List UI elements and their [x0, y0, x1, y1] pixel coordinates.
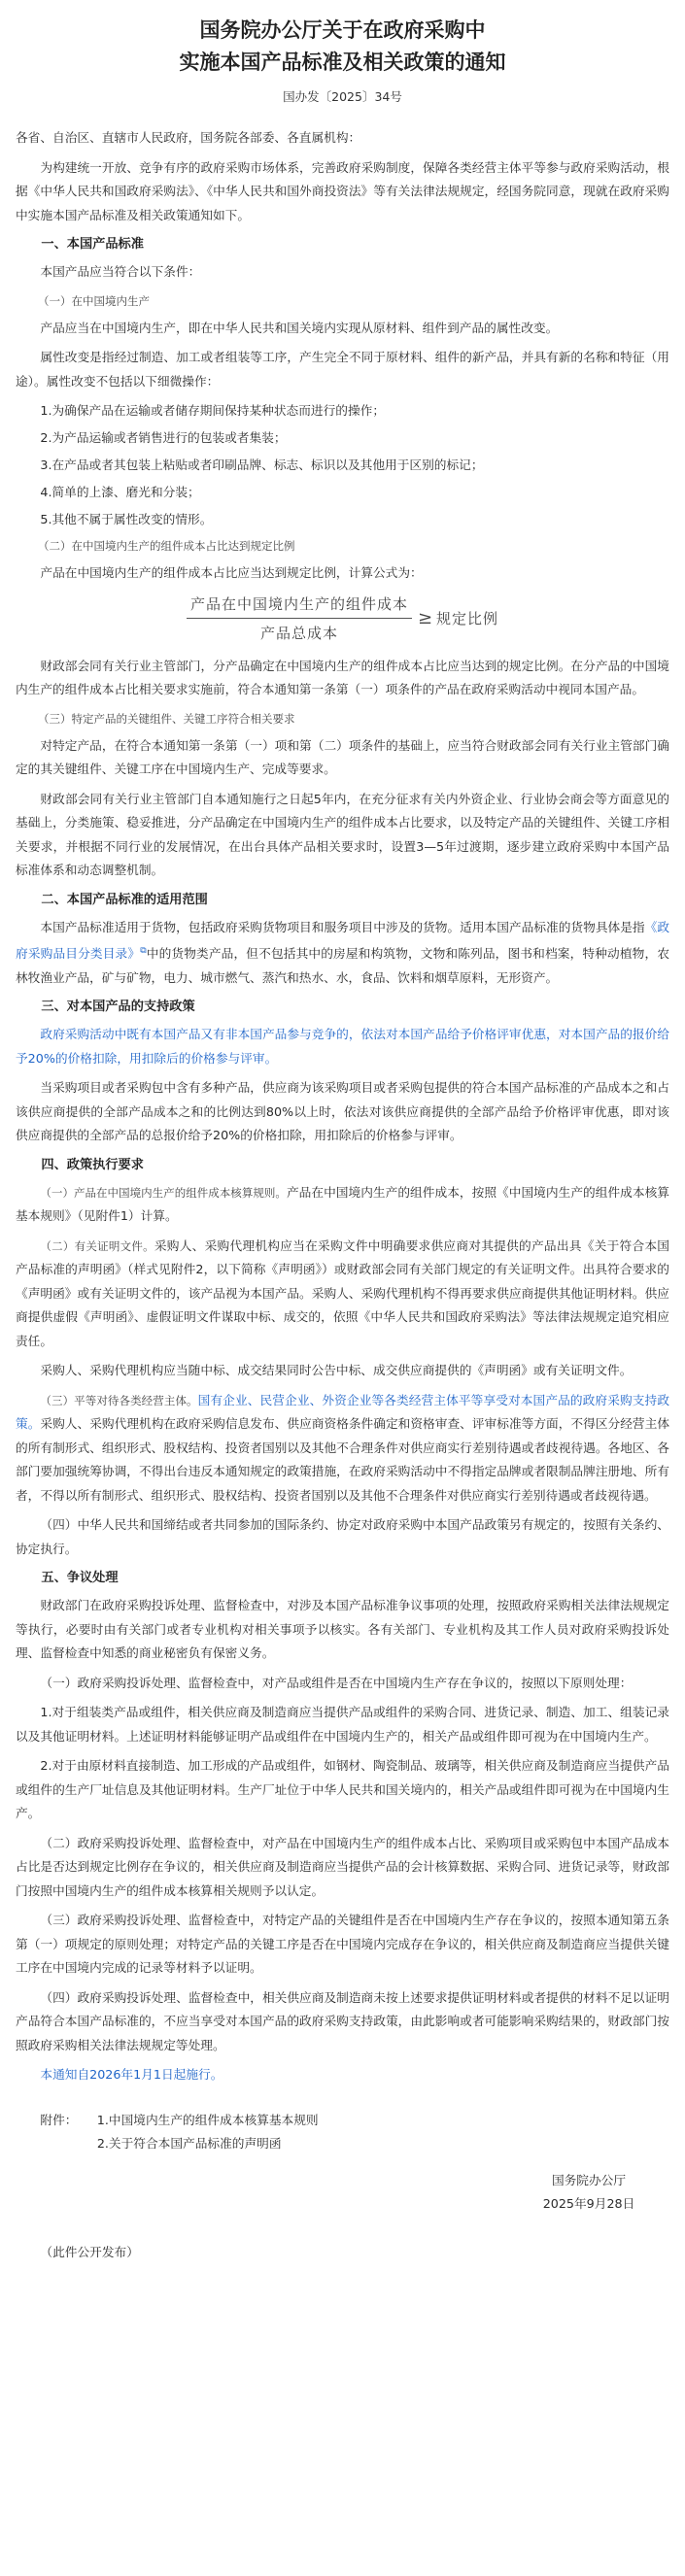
section-3-highlight: 政府采购活动中既有本国产品又有非本国产品参与竞争的，依法对本国产品给予价格评审优惠，对本国产品的报价给予20%的价格扣除，用扣除后的价格参与评审。 — [16, 1027, 669, 1066]
external-link-icon: ⧉ — [140, 946, 147, 956]
formula-numerator: 产品在中国境内生产的组件成本 — [189, 594, 408, 613]
section-4-paragraph: （四）中华人民共和国缔结或者共同参加的国际条约、协定对政府采购中本国产品政策另有规定的，按照有关条约、协定执行。 — [16, 1517, 669, 1556]
section-4-paragraph-1 — [16, 1181, 669, 1229]
list-item: 3.在产品或者其包装上粘贴或者印刷品牌、标志、标识以及其他用于区别的标记； — [40, 458, 484, 472]
section-5-paragraph: （三）政府采购投诉处理、监督检查中，对特定产品的关键组件是否在中国境内生产存在争议的，按照本通知第五条第（一）项规定的原则处理；对特定产品的关键工序是否在中国境内完成存在争议的，相关供应商及制造商应当提供关键工序在中国境内完成的记录等材料予以证明。 — [16, 1913, 669, 1976]
attachment-item-2: 2.关于符合本国产品标准的声明函 — [96, 2135, 282, 2151]
title-line-1: 国务院办公厅关于在政府采购中 — [199, 17, 486, 42]
issue-date: 2025年9月28日 — [542, 2195, 635, 2211]
addressee: 各省、自治区、直辖市人民政府，国务院各部委、各直属机构： — [16, 130, 361, 145]
publication-note: （此件公开发布） — [40, 2244, 139, 2259]
section-2-text-after: 中的货物类产品，但不包括其中的房屋和构筑物，文物和陈列品，图书和档案，特种动植物，农林牧渔业产品，矿与矿物，电力、城市燃气、蒸汽和热水、水，食品、饮料和烟草原料，无形资产。 — [16, 946, 669, 985]
section-1-paragraph: 属性改变是指经过制造、加工或者组装等工序，产生完全不同于原材料、组件的新产品，并具有新的名称和特征（用途）。属性改变不包括以下细微操作： — [16, 350, 669, 389]
section-4-highlight: 国有企业、民营企业、外资企业等各类经营主体平等享受对本国产品的政府采购支持政策。 — [16, 1392, 670, 1432]
section-1-heading: 一、本国产品标准 — [41, 237, 144, 252]
section-5-paragraph: 财政部门在政府采购投诉处理、监督检查中，对涉及本国产品标准争议事项的处理，按照政府采购相关法律法规规定等执行，必要时由有关部门或者专业机构对相关事项予以核实。各有关部门、专业机构及其工作人员对政府采购投诉处理、监督检查中知悉的商业秘密负有保密义务。 — [16, 1598, 669, 1661]
signature-block — [521, 2169, 657, 2216]
section-4-paragraph-3 — [16, 1389, 669, 1508]
section-2-paragraph — [16, 916, 669, 991]
document-title — [16, 14, 669, 78]
section-4-sub-3: （三）平等对待各类经营主体。 — [40, 1393, 198, 1407]
section-5-paragraph: 2.对于由原材料直接制造、加工形成的产品或组件，如钢材、陶瓷制品、玻璃等，相关供应商及制造商应当提供产品或组件的生产厂址信息及其他证明材料。生产厂址位于中华人民共和国关境内的，相关产品或组件即可视为在中国境内生产。 — [16, 1758, 669, 1821]
section-3-heading: 三、对本国产品的支持政策 — [41, 1000, 195, 1015]
section-1-sub-2: （二）在中国境内生产的组件成本占比达到规定比例 — [38, 539, 295, 553]
section-4-sub-2: （二）有关证明文件。 — [40, 1238, 154, 1253]
formula-operator: ≥ — [417, 607, 433, 628]
formula-rhs: 规定比例 — [436, 609, 499, 627]
section-4-text: 产品在中国境内生产的组件成本，按照《中国境内生产的组件成本核算基本规则》（见附件1）计算。 — [16, 1184, 669, 1224]
section-3-paragraph: 当采购项目或者采购包中含有多种产品，供应商为该采购项目或者采购包提供的符合本国产品标准的产品成本之和占该供应商提供的全部产品成本之和的比例达到80%以上时，依法对该供应商提供的全部产品给予价格评审优惠，即对该供应商提供的全部产品的总报价给予20%的价格扣除，用扣除后的价格参与评审。 — [16, 1080, 669, 1143]
intro-paragraph: 为构建统一开放、竞争有序的政府采购市场体系，完善政府采购制度，保障各类经营主体平等参与政府采购活动，根据《中华人民共和国政府采购法》、《中华人民共和国外商投资法》等有关法律法规规定，经国务院同意，现就在政府采购中实施本国产品标准及相关政策通知如下。 — [16, 159, 669, 222]
list-item: 4.简单的上漆、磨光和分装； — [40, 485, 200, 499]
section-1-lead: 本国产品应当符合以下条件： — [40, 264, 201, 279]
section-5-paragraph: （四）政府采购投诉处理、监督检查中，相关供应商及制造商未按上述要求提供证明材料或者提供的材料不足以证明产品符合本国产品标准的，不应当享受对本国产品的政府采购支持政策，由此影响或者可能影响采购结果的，财政部门按照政府采购相关法律法规规定等处理。 — [16, 1989, 669, 2052]
section-4-paragraph: 采购人、采购代理机构应当随中标、成交结果同时公告中标、成交供应商提供的《声明函》或有关证明文件。 — [40, 1363, 633, 1378]
effective-date-notice: 本通知自2026年1月1日起施行。 — [40, 2067, 223, 2083]
document-number: 国办发〔2025〕34号 — [283, 89, 402, 104]
list-item: 1.为确保产品在运输或者储存期间保持某种状态而进行的操作； — [40, 403, 386, 418]
section-4-text: 采购人、采购代理机构在政府采购信息发布、供应商资格条件确定和资格审查、评审标准等方面，不得区分经营主体的所有制形式、组织形式、股权结构、投资者国别以及其他不合理条件对供应商实行差别待遇或者歧视待遇。各地区、各部门要加强统筹协调，不得出台违反本通知规定的政策措施，在政府采购活动中不得指定品牌或者限制品牌注册地、所有者，不得以所有制形式、组织形式、股权结构、投资者国别以及其他不合理条件对供应商实行差别待遇或者歧视待遇。 — [16, 1416, 670, 1503]
section-5-paragraph: （一）政府采购投诉处理、监督检查中，对产品或组件是否在中国境内生产存在争议的，按照以下原则处理： — [40, 1675, 633, 1690]
section-1-sub-1: （一）在中国境内生产 — [38, 293, 150, 308]
section-4-text: 采购人、采购代理机构应当在采购文件中明确要求供应商对其提供的产品出具《关于符合本国产品标准的声明函》（样式见附件2，以下简称《声明函》）或财政部会同有关部门规定的有关证明文件。出具符合要求的《声明函》或有关证明文件的，该产品视为本国产品。采购人、采购代理机构不得再要求供应商提供其他证明材料。供应商提供虚假《声明函》、虚假证明文件谋取中标、成交的，依照《中华人民共和国政府采购法》等法律法规规定追究相应责任。 — [16, 1237, 669, 1348]
section-1-paragraph: 产品应当在中国境内生产，即在中华人民共和国关境内实现从原材料、组件到产品的属性改变。 — [40, 320, 559, 335]
attachments-block — [16, 2109, 669, 2155]
section-2-text-before: 本国产品标准适用于货物，包括政府采购货物项目和服务项目中涉及的货物。适用本国产品标准的货物具体是指 — [40, 919, 645, 934]
section-4-sub-1: （一）产品在中国境内生产的组件成本核算规则。 — [40, 1185, 287, 1200]
section-2-heading: 二、本国产品标准的适用范围 — [41, 892, 208, 907]
formula-fraction — [187, 593, 412, 643]
section-1-paragraph: 财政部会同有关行业主管部门自本通知施行之日起5年内，在充分征求有关内外资企业、行业协会商会等方面意见的基础上，分类施策、稳妥推进，分产品确定在中国境内生产的组件成本占比要求，以及特定产品的关键组件、关键工序相关要求，并根据不同行业的发展情况，在出台具体产品相关要求时，设置3—5年过渡期，逐步建立政府采购中本国产品标准体系和动态调整机制。 — [16, 791, 669, 877]
section-4-heading: 四、政策执行要求 — [41, 1157, 144, 1172]
section-5-paragraph: 1.对于组装类产品或组件，相关供应商及制造商应当提供产品或组件的采购合同、进货记录、制造、加工、组装记录以及其他证明材料。上述证明材料能够证明产品或组件在中国境内生产的，相关产品或组件即可视为在中国境内生产。 — [16, 1705, 669, 1744]
issuing-org: 国务院办公厅 — [551, 2172, 627, 2187]
list-item: 5.其他不属于属性改变的情形。 — [40, 512, 213, 526]
section-1-sub-3: （三）特定产品的关键组件、关键工序符合相关要求 — [38, 711, 295, 726]
section-1-paragraph: 财政部会同有关行业主管部门，分产品确定在中国境内生产的组件成本占比应当达到的规定比例。在分产品的中国境内生产的组件成本占比相关要求实施前，符合本通知第一条第（一）项条件的产品在政府采购活动中视同本国产品。 — [16, 658, 669, 696]
title-line-2: 实施本国产品标准及相关政策的通知 — [179, 50, 506, 74]
section-4-paragraph-2 — [16, 1235, 669, 1354]
list-item: 2.为产品运输或者销售进行的包装或者集装； — [40, 430, 287, 445]
catalog-link[interactable]: 《政府采购品目分类目录》 — [16, 919, 670, 962]
section-5-paragraph: （二）政府采购投诉处理、监督检查中，对产品在中国境内生产的组件成本占比、采购项目或采购包中本国产品成本占比是否达到规定比例存在争议的，相关供应商及制造商应当提供产品的会计核算数据、采购合同、进货记录等，财政部门按照中国境内生产的组件成本核算相关规则予以认定。 — [16, 1835, 669, 1898]
section-5-heading: 五、争议处理 — [41, 1571, 119, 1586]
attachment-row — [16, 2109, 669, 2132]
attachments-label: 附件： — [40, 2112, 78, 2127]
formula-denominator: 产品总成本 — [259, 624, 338, 642]
cost-ratio-formula — [16, 593, 669, 643]
section-1-paragraph: 产品在中国境内生产的组件成本占比应当达到规定比例，计算公式为： — [40, 565, 423, 580]
section-1-paragraph: 对特定产品，在符合本通知第一条第（一）项和第（二）项条件的基础上，应当符合财政部会同有关行业主管部门确定的其关键组件、关键工序在中国境内生产、完成等要求。 — [16, 737, 669, 776]
attachment-item-1: 1.中国境内生产的组件成本核算基本规则 — [96, 2112, 319, 2127]
